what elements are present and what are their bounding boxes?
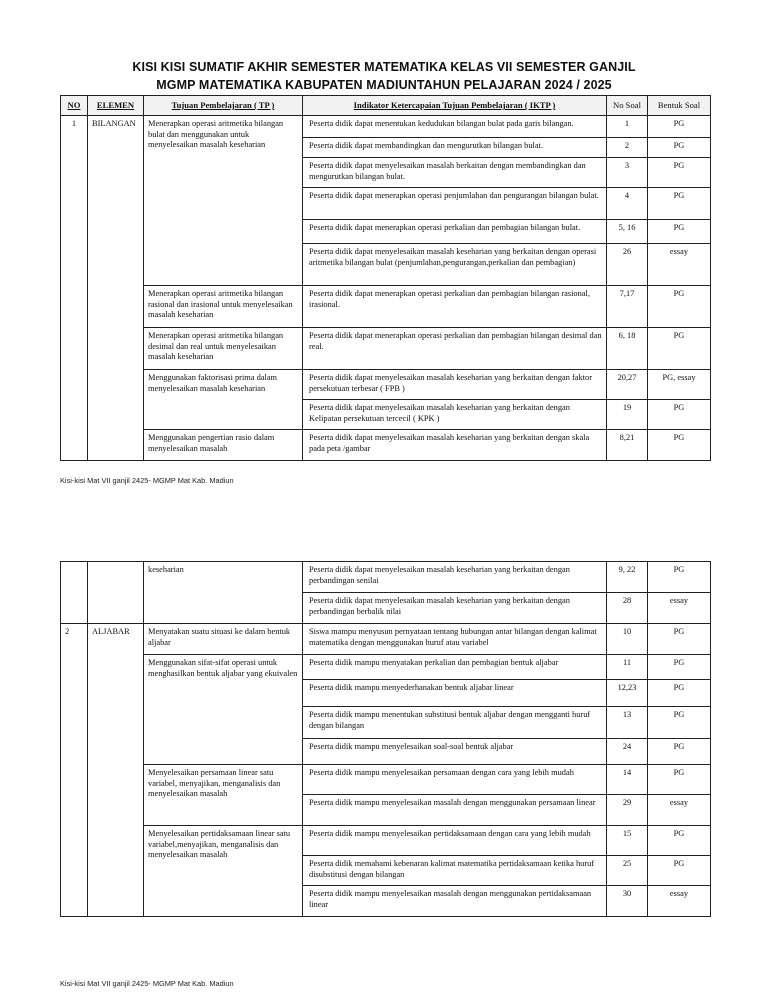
indicator-cell: Peserta didik dapat menyelesaikan masalah keseharian yang berkaitan dengan perbandingan berbalik nilai xyxy=(303,593,607,624)
element-name: BILANGAN xyxy=(88,116,144,461)
bentuk-soal-cell: PG xyxy=(648,765,711,795)
indicator-cell: Peserta didik mampu menyelesaikan masalah dengan menggunakan pertidaksamaan linear xyxy=(303,886,607,917)
no-soal-cell: 5, 16 xyxy=(607,220,648,244)
indicator-cell: Peserta didik memahami kebenaran kalimat matematika pertidaksamaan ketika huruf disubstitusi dengan bilangan xyxy=(303,856,607,886)
no-soal-cell: 9, 22 xyxy=(607,562,648,593)
no-soal-cell: 3 xyxy=(607,158,648,188)
table-row xyxy=(61,765,711,795)
indicator-cell: Siswa mampu menyusun pernyataan tentang hubungan antar bilangan dengan kalimat matematika dengan menggunakan huruf atau variabel xyxy=(303,624,607,655)
no-soal-cell: 6, 18 xyxy=(607,328,648,370)
bentuk-soal-cell: PG xyxy=(648,739,711,765)
no-soal-cell: 4 xyxy=(607,188,648,220)
bentuk-soal-cell: PG xyxy=(648,400,711,430)
indicator-cell: Peserta didik mampu menyelesaikan persamaan dengan cara yang lebih mudah xyxy=(303,765,607,795)
indicator-cell: Peserta didik dapat menyelesaikan masalah keseharian yang berkaitan dengan faktor persekutuan terbesar ( FPB ) xyxy=(303,370,607,400)
indicator-cell: Peserta didik dapat menyelesaikan masalah berkaitan dengan membandingkan dan mengurutkan bilangan bulat. xyxy=(303,158,607,188)
indicator-cell: Peserta didik dapat menentukan kedudukan bilangan bulat pada garis bilangan. xyxy=(303,116,607,138)
table-row xyxy=(61,624,711,655)
bentuk-soal-cell: essay xyxy=(648,795,711,826)
bentuk-soal-cell: PG xyxy=(648,826,711,856)
indicator-cell: Peserta didik mampu menentukan substitusi bentuk aljabar dengan mengganti huruf dengan bilangan xyxy=(303,707,607,739)
no-soal-cell: 12,23 xyxy=(607,680,648,707)
element-name-continued xyxy=(88,562,144,624)
header-no-soal: No Soal xyxy=(607,96,648,116)
table-row xyxy=(61,655,711,680)
tp-cell: Menyelesaikan persamaan linear satu variabel, menyajikan, menganalisis dan menyelesaikan masalah xyxy=(144,765,303,826)
bentuk-soal-cell: PG xyxy=(648,138,711,158)
indicator-cell: Peserta didik dapat menyelesaikan masalah keseharian yang berkaitan dengan perbandingan senilai xyxy=(303,562,607,593)
bentuk-soal-cell: PG xyxy=(648,116,711,138)
indicator-cell: Peserta didik dapat menerapkan operasi perkalian dan pembagian bilangan desimal dan real. xyxy=(303,328,607,370)
indicator-cell: Peserta didik dapat menyelesaikan masalah keseharian yang berkaitan dengan operasi aritmetika bilangan bulat (penjumlahan,pengurangan,perkalian dan pembagian) xyxy=(303,244,607,286)
indicator-cell: Peserta didik mampu menyelesaikan soal-soal bentuk aljabar xyxy=(303,739,607,765)
tp-cell: Menggunakan sifat-sifat operasi untuk menghasilkan bentuk aljabar yang ekuivalen xyxy=(144,655,303,765)
no-soal-cell: 26 xyxy=(607,244,648,286)
page-footer: Kisi-kisi Mat VII ganjil 2425- MGMP Mat Kab. Madiun xyxy=(60,979,234,988)
tp-cell: Menggunakan pengertian rasio dalam menyelesaikan masalah xyxy=(144,430,303,461)
no-soal-cell: 7,17 xyxy=(607,286,648,328)
indicator-cell: Peserta didik mampu menyelesaikan pertidaksamaan dengan cara yang lebih mudah xyxy=(303,826,607,856)
table-row xyxy=(61,116,711,138)
kisi-kisi-table-page2 xyxy=(60,561,711,917)
indicator-cell: Peserta didik dapat menerapkan operasi penjumlahan dan pengurangan bilangan bulat. xyxy=(303,188,607,220)
no-soal-cell: 28 xyxy=(607,593,648,624)
table-row xyxy=(61,286,711,328)
tp-cell: Menyelesaikan pertidaksamaan linear satu variabel,menyajikan, menganalisis dan menyelesaikan masalah xyxy=(144,826,303,917)
bentuk-soal-cell: PG xyxy=(648,188,711,220)
no-soal-cell: 24 xyxy=(607,739,648,765)
tp-cell: Menerapkan operasi aritmetika bilangan desimal dan real untuk menyelesaikan masalah keseharian xyxy=(144,328,303,370)
table-header-row xyxy=(61,96,711,116)
bentuk-soal-cell: PG xyxy=(648,707,711,739)
no-soal-cell: 2 xyxy=(607,138,648,158)
bentuk-soal-cell: PG xyxy=(648,655,711,680)
bentuk-soal-cell: essay xyxy=(648,886,711,917)
indicator-cell: Peserta didik dapat menyelesaikan masalah keseharian yang berkaitan dengan Kelipatan persekutuan tercecil ( KPK ) xyxy=(303,400,607,430)
table-row xyxy=(61,370,711,400)
document-title: KISI KISI SUMATIF AKHIR SEMESTER MATEMATIKA KELAS VII SEMESTER GANJIL xyxy=(132,60,636,74)
table-row xyxy=(61,826,711,856)
bentuk-soal-cell: PG xyxy=(648,158,711,188)
no-soal-cell: 15 xyxy=(607,826,648,856)
bentuk-soal-cell: PG xyxy=(648,286,711,328)
bentuk-soal-cell: PG xyxy=(648,430,711,461)
header-iktp: Indikator Ketercapaian Tujuan Pembelajaran ( IKTP ) xyxy=(303,96,607,116)
element-number: 1 xyxy=(61,116,88,461)
bentuk-soal-cell: PG xyxy=(648,680,711,707)
page-footer: Kisi-kisi Mat VII ganjil 2425- MGMP Mat Kab. Madiun xyxy=(60,476,234,485)
no-soal-cell: 25 xyxy=(607,856,648,886)
tp-cell: keseharian xyxy=(144,562,303,624)
element-name: ALJABAR xyxy=(88,624,144,917)
no-soal-cell: 13 xyxy=(607,707,648,739)
header-elemen: ELEMEN xyxy=(88,96,144,116)
indicator-cell: Peserta didik mampu menyederhanakan bentuk aljabar linear xyxy=(303,680,607,707)
indicator-cell: Peserta didik mampu menyatakan perkalian dan pembagian bentuk aljabar xyxy=(303,655,607,680)
bentuk-soal-cell: PG, essay xyxy=(648,370,711,400)
tp-cell: Menerapkan operasi aritmetika bilangan bulat dan menggunakan untuk menyelesaikan masalah keseharian xyxy=(144,116,303,286)
header-tp: Tujuan Pembelajaran ( TP ) xyxy=(144,96,303,116)
indicator-cell: Peserta didik mampu menyelesaikan masalah dengan menggunakan persamaan linear xyxy=(303,795,607,826)
header-no: NO xyxy=(61,96,88,116)
no-soal-cell: 19 xyxy=(607,400,648,430)
tp-cell: Menyatakan suatu situasi ke dalam bentuk aljabar xyxy=(144,624,303,655)
no-soal-cell: 8,21 xyxy=(607,430,648,461)
kisi-kisi-table-page1 xyxy=(60,95,711,461)
no-soal-cell: 29 xyxy=(607,795,648,826)
tp-cell: Menggunakan faktorisasi prima dalam menyelesaikan masalah keseharian xyxy=(144,370,303,430)
no-soal-cell: 1 xyxy=(607,116,648,138)
indicator-cell: Peserta didik dapat menyelesaikan masalah keseharian yang berkaitan dengan skala pada peta /gambar xyxy=(303,430,607,461)
bentuk-soal-cell: PG xyxy=(648,856,711,886)
indicator-cell: Peserta didik dapat membandingkan dan mengurutkan bilangan bulat. xyxy=(303,138,607,158)
bentuk-soal-cell: PG xyxy=(648,328,711,370)
header-bentuk-soal: Bentuk Soal xyxy=(648,96,711,116)
bentuk-soal-cell: PG xyxy=(648,220,711,244)
bentuk-soal-cell: PG xyxy=(648,562,711,593)
tp-cell: Menerapkan operasi aritmetika bilangan rasional dan irasional untuk menyelesaikan masalah keseharian xyxy=(144,286,303,328)
no-soal-cell: 20,27 xyxy=(607,370,648,400)
table-row xyxy=(61,328,711,370)
document-subtitle: MGMP MATEMATIKA KABUPATEN MADIUNTAHUN PELAJARAN 2024 / 2025 xyxy=(156,78,612,92)
no-soal-cell: 11 xyxy=(607,655,648,680)
no-soal-cell: 14 xyxy=(607,765,648,795)
table-row xyxy=(61,562,711,593)
no-soal-cell: 10 xyxy=(607,624,648,655)
bentuk-soal-cell: PG xyxy=(648,624,711,655)
table-row xyxy=(61,430,711,461)
bentuk-soal-cell: essay xyxy=(648,593,711,624)
indicator-cell: Peserta didik dapat menerapkan operasi perkalian dan pembagian bilangan bulat. xyxy=(303,220,607,244)
bentuk-soal-cell: essay xyxy=(648,244,711,286)
no-soal-cell: 30 xyxy=(607,886,648,917)
indicator-cell: Peserta didik dapat menerapkan operasi perkalian dan pembagian bilangan rasional, irasional. xyxy=(303,286,607,328)
element-number: 2 xyxy=(61,624,88,917)
element-number-continued xyxy=(61,562,88,624)
